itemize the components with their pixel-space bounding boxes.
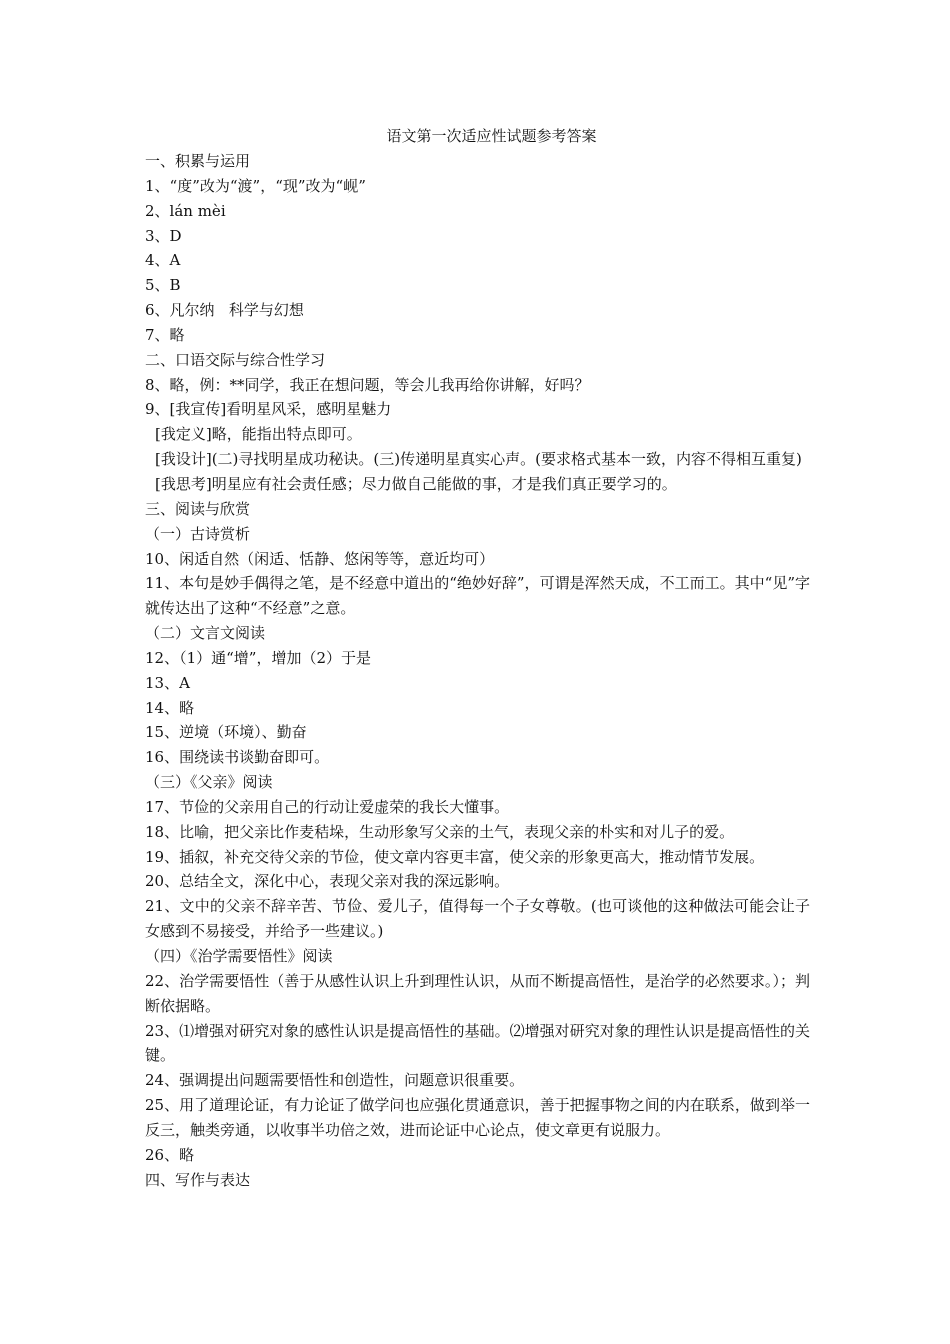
answer-9: 9、[我宣传]看明星风采，感明星魅力 <box>145 400 392 419</box>
answer-19: 19、插叙，补充交待父亲的节俭，使文章内容更丰富，使父亲的形象更高大，推动情节发展。 <box>145 847 765 866</box>
answer-22: 22、治学需要悟性（善于从感性认识上升到理性认识，从而不断提高悟性，是治学的必然要求。）；判断依据略。 <box>145 971 810 1015</box>
answer-20: 20、总结全文，深化中心，表现父亲对我的深远影响。 <box>145 872 510 891</box>
answer-16: 16、围绕读书谈勤奋即可。 <box>145 748 330 767</box>
subsection-heading-3: （三）《父亲》阅读 <box>145 773 273 792</box>
answer-2: 2、lán mèi <box>145 201 226 220</box>
answer-23: 23、⑴增强对研究对象的感性认识是提高悟性的基础。⑵增强对研究对象的理性认识是提高悟性的关键。 <box>145 1021 810 1065</box>
answer-8: 8、略，例：**同学，我正在想问题，等会儿我再给你讲解，好吗？ <box>145 375 590 394</box>
answer-14: 14、略 <box>145 698 195 717</box>
answer-13: 13、A <box>145 673 190 692</box>
answer-12: 12、（1）通“增”，增加（2）于是 <box>145 648 372 667</box>
answer-11: 11、本句是妙手偶得之笔，是不经意中道出的“绝妙好辞”，可谓是浑然天成，不工而工。其中“见”字就传达出了这种“不经意”之意。 <box>145 574 810 618</box>
answer-4: 4、A <box>145 251 181 270</box>
section-heading-3: 三、阅读与欣赏 <box>145 499 251 518</box>
answer-document <box>145 124 810 1192</box>
subsection-heading-1: （一）古诗赏析 <box>145 524 251 543</box>
answer-7: 7、略 <box>145 325 185 344</box>
answer-9-think: [我思考]明星应有社会责任感；尽力做自己能做的事，才是我们真正要学习的。 <box>155 474 677 493</box>
answer-9-design: [我设计](二)寻找明星成功秘诀。(三)传递明星真实心声。(要求格式基本一致，内容不得相互重复) <box>155 450 802 469</box>
answer-10: 10、闲适自然（闲适、恬静、悠闲等等，意近均可） <box>145 549 495 568</box>
subsection-heading-4: （四）《治学需要悟性》阅读 <box>145 947 333 965</box>
section-heading-4: 四、写作与表达 <box>145 1170 251 1189</box>
section-heading-1: 一、积累与运用 <box>145 152 251 170</box>
subsection-heading-2: （二）文言文阅读 <box>145 624 266 643</box>
answer-25: 25、用了道理论证，有力论证了做学问也应强化贯通意识，善于把握事物之间的内在联系，做到举一反三，触类旁通，以收事半功倍之效，进而论证中心论点，使文章更有说服力。 <box>145 1096 810 1139</box>
answer-9-define: [我定义]略，能指出特点即可。 <box>155 425 362 444</box>
answer-1: 1、“度”改为“渡”，“现”改为“岘” <box>145 176 366 195</box>
section-heading-2: 二、口语交际与综合性学习 <box>145 350 326 369</box>
answer-18: 18、比喻，把父亲比作麦秸垛，生动形象写父亲的土气，表现父亲的朴实和对儿子的爱。 <box>145 822 735 841</box>
document-title: 语文第一次适应性试题参考答案 <box>386 127 597 145</box>
answer-21: 21、文中的父亲不辞辛苦、节俭、爱儿子，值得每一个子女尊敬。(也可谈他的这种做法可能会让子女感到不易接受，并给予一些建议。) <box>145 897 810 941</box>
answer-15: 15、逆境（环境）、勤奋 <box>145 723 307 742</box>
answer-3: 3、D <box>145 226 182 245</box>
answer-24: 24、强调提出问题需要悟性和创造性，问题意识很重要。 <box>145 1071 525 1090</box>
answer-26: 26、略 <box>145 1145 195 1164</box>
answer-17: 17、节俭的父亲用自己的行动让爱虚荣的我长大懂事。 <box>145 797 510 816</box>
answer-6: 6、凡尔纳 科学与幻想 <box>145 301 304 320</box>
answer-5: 5、B <box>145 276 181 295</box>
